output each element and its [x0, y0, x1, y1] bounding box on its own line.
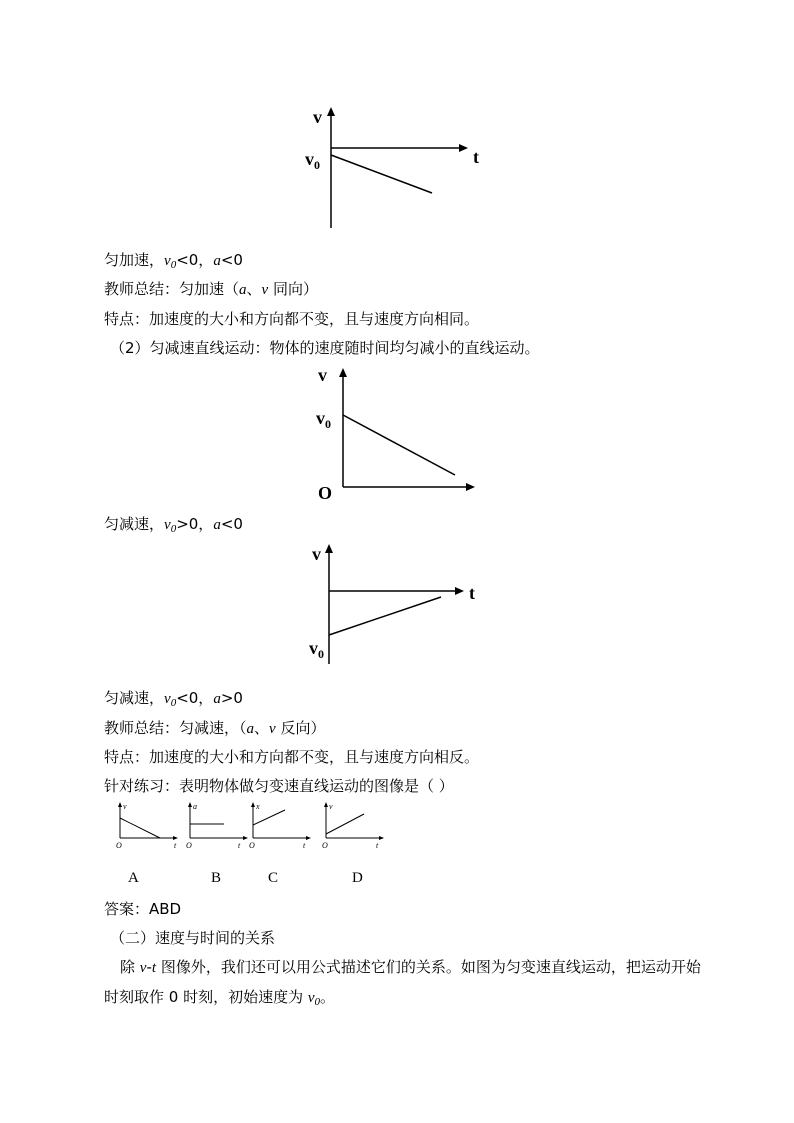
line-answer: 答案：ABD: [104, 900, 182, 918]
velocity-line: [343, 415, 455, 475]
line-uniform-accel-condition: 匀加速，$v_0<0$，a<0: [104, 251, 243, 271]
line-practice-question: 针对练习：表明物体做匀变速直线运动的图像是（ ）: [104, 777, 454, 795]
section-heading: （二）速度与时间的关系: [110, 929, 276, 947]
mini-graph-d: [318, 800, 388, 852]
y-axis-label: v: [313, 107, 322, 127]
v0-label: $v_0$: [316, 408, 331, 431]
option-c: C: [268, 870, 279, 886]
graph-uniform-acceleration: [300, 105, 500, 235]
svg-text:v: v: [329, 802, 333, 811]
line-uniform-decel-condition-1: 匀减速，$v_0>0$，a<0: [104, 515, 243, 535]
x-axis-arrow: [459, 144, 468, 152]
y-axis-arrow: [339, 368, 347, 377]
y-axis-arrow: [325, 544, 333, 553]
svg-text:t: t: [174, 841, 177, 850]
line-uniform-decel-condition-2: 匀减速，$v_0<0$，a>0: [104, 689, 243, 709]
svg-text:O: O: [186, 841, 192, 850]
x-axis-arrow: [455, 587, 464, 595]
svg-text:t: t: [238, 841, 241, 850]
line-uniform-decel-definition: （2）匀减速直线运动：物体的速度随时间均匀减小的直线运动。: [110, 339, 540, 357]
mini-graph-b: [182, 800, 252, 852]
line-feature-opposite-direction: 特点：加速度的大小和方向都不变，且与速度方向相反。: [104, 748, 480, 766]
y-axis-label: v: [318, 365, 327, 385]
x-axis-arrow: [466, 483, 475, 491]
v0-label: $v_0$: [309, 638, 324, 661]
svg-text:t: t: [376, 841, 379, 850]
svg-text:O: O: [249, 841, 255, 850]
velocity-line: [331, 155, 432, 193]
mini-graph-c: [245, 800, 315, 852]
y-axis-label: v: [312, 544, 321, 564]
line-feature-same-direction: 特点：加速度的大小和方向都不变，且与速度方向相同。: [104, 310, 480, 328]
velocity-line: [329, 597, 441, 635]
y-axis-arrow: [327, 107, 335, 116]
svg-text:O: O: [322, 841, 328, 850]
origin-label: O: [318, 483, 333, 503]
graph-uniform-deceleration-positive: [310, 365, 500, 505]
svg-text:x: x: [256, 802, 260, 811]
svg-text:O: O: [116, 841, 122, 850]
option-b: B: [211, 870, 222, 886]
paragraph-line-2: 时刻取作 0 时刻，初始速度为 $v_0$。: [104, 988, 336, 1008]
paragraph-line-1: 除 v-t 图像外，我们还可以用公式描述它们的关系。如图为匀变速直线运动，把运动开始: [120, 958, 701, 976]
svg-text:a: a: [193, 802, 197, 811]
x-axis-label: t: [469, 583, 475, 603]
option-a: A: [128, 870, 139, 886]
v0-label: $v_0$: [305, 149, 320, 172]
svg-text:t: t: [303, 841, 306, 850]
line-teacher-summary-decel: 教师总结：匀减速，（a、v 反向）: [104, 719, 326, 737]
x-axis-label: t: [473, 147, 479, 167]
option-d: D: [352, 870, 363, 886]
line-teacher-summary-accel: 教师总结：匀加速（a、v 同向）: [104, 280, 318, 298]
graph-uniform-deceleration-negative: [300, 542, 500, 667]
mini-graph-a: [112, 800, 182, 852]
svg-text:v: v: [123, 802, 127, 811]
